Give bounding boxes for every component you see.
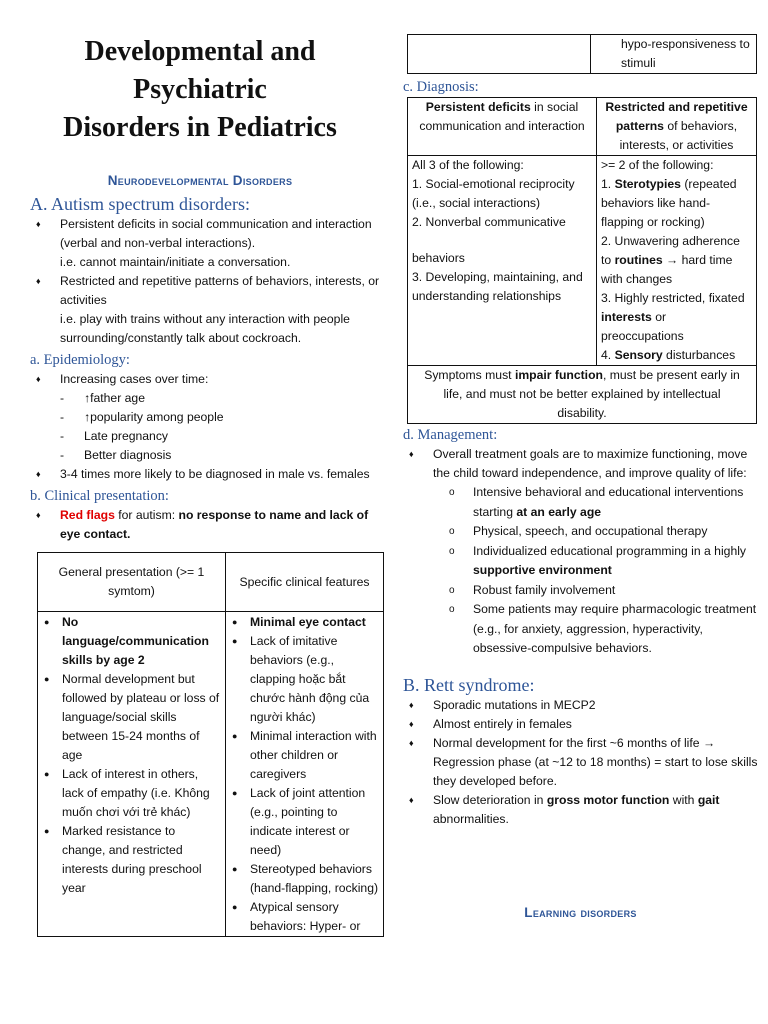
general-item: ● Lack of interest in others, lack of empathy (i.e. Không muốn chơi với trẻ khác)	[38, 765, 221, 822]
diagnosis-criterion: 1. Social-emotional reciprocity (i.e., social interactions)	[412, 177, 575, 210]
diagnosis-head-right: Restricted and repetitive patterns of behaviors, interests, or activities	[597, 98, 757, 156]
management-item: o Some patients may require pharmacologic treatment (e.g., for anxiety, aggression, hyperactivity, obsessive-compulsive behaviors.	[403, 600, 758, 659]
epidemiology-point: ♦ 3-4 times more likely to be diagnosed in male vs. females	[30, 465, 390, 484]
clinical-table-head-general: General presentation (>= 1 symtom)	[38, 553, 226, 612]
rett-point: ♦ Normal development for the first ~6 months of life → Regression phase (at ~12 to 18 months) = start to lose skills they developed before.	[403, 734, 758, 791]
management-items	[403, 483, 758, 659]
page-title: Developmental and Psychiatric Disorders in Pediatrics	[63, 36, 337, 143]
specific-item: ● Atypical sensory behaviors: Hyper- or	[226, 898, 379, 936]
heading-clinical: b. Clinical presentation:	[30, 488, 169, 504]
section-heading-neurodevelopmental: Neurodevelopmental Disorders	[107, 173, 293, 188]
diagnosis-criterion: 4. Sensory disturbances	[601, 348, 736, 362]
epidemiology-subpoint: - ↑father age	[30, 389, 390, 408]
epidemiology-point: ♦ Increasing cases over time:	[30, 370, 390, 389]
clinical-specific-cell	[226, 612, 384, 937]
continued-table	[407, 34, 757, 74]
continued-table-empty-cell	[408, 35, 591, 74]
autism-point: ♦ Persistent deficits in social communication and interaction (verbal and non-verbal interactions). i.e. cannot maintain/initiate a conversation.	[30, 215, 390, 272]
general-item: ● Normal development but followed by plateau or loss of language/social skills between 15-24 months of age	[38, 670, 221, 765]
management-goal: ♦ Overall treatment goals are to maximize functioning, move the child toward independence, and improve quality of life:	[403, 445, 758, 483]
diagnosis-criterion: 2. Nonverbal communicative	[412, 215, 566, 229]
management-item: o Individualized educational programming in a highly supportive environment	[403, 542, 758, 581]
right-column	[403, 0, 758, 920]
diagnosis-criterion: 3. Highly restricted, fixated interests or preoccupations	[601, 291, 745, 343]
management-item: o Robust family involvement	[403, 581, 758, 601]
diagnosis-criterion: 1. Sterotypies (repeated behaviors like hand-flapping or rocking)	[601, 177, 737, 229]
epidemiology-subpoint: - Late pregnancy	[30, 427, 390, 446]
heading-management: d. Management:	[403, 427, 498, 443]
general-item: ● No language/communication skills by age 2	[38, 613, 221, 670]
specific-item: ● Minimal eye contact	[226, 613, 379, 632]
autism-points	[30, 215, 390, 348]
section-heading-learning: Learning disorders	[524, 904, 637, 920]
epidemiology-subpoint: - ↑popularity among people	[30, 408, 390, 427]
specific-item: ● Lack of imitative behaviors (e.g., clapping hoặc bắt chước hành động của người khác)	[226, 632, 379, 727]
general-item: ● Marked resistance to change, and restricted interests during preschool year	[38, 822, 221, 898]
diagnosis-criterion: 3. Developing, maintaining, and understanding relationships	[412, 270, 583, 303]
epidemiology-subpoints	[30, 389, 390, 465]
specific-item: ● Stereotyped behaviors (hand-flapping, rocking)	[226, 860, 379, 898]
diagnosis-table	[407, 97, 757, 424]
diagnosis-criterion: behaviors	[412, 251, 465, 265]
clinical-table	[37, 552, 384, 937]
heading-diagnosis: c. Diagnosis:	[403, 79, 479, 95]
management-item: o Physical, speech, and occupational therapy	[403, 522, 758, 542]
red-flags-point: ♦ Red flags for autism: no response to name and lack of eye contact.	[30, 506, 390, 544]
clinical-general-cell	[38, 612, 226, 937]
autism-point: ♦ Restricted and repetitive patterns of behaviors, interests, or activities i.e. play with trains without any interaction with people surrounding/constantly talk about cockroach.	[30, 272, 390, 348]
epidemiology-subpoint: - Better diagnosis	[30, 446, 390, 465]
heading-autism: A. Autism spectrum disorders:	[30, 194, 250, 214]
rett-points	[403, 696, 758, 829]
rett-point: ♦ Sporadic mutations in MECP2	[403, 696, 758, 715]
heading-rett: B. Rett syndrome:	[403, 674, 535, 695]
diagnosis-head-left: Persistent deficits in social communication and interaction	[408, 98, 597, 156]
diagnosis-footer: Symptoms must impair function, must be present early in life, and must not be better explained by intellectual disability.	[408, 366, 757, 424]
rett-point: ♦ Almost entirely in females	[403, 715, 758, 734]
specific-item: ● Lack of joint attention (e.g., pointing to indicate interest or need)	[226, 784, 379, 860]
diagnosis-left-cell: All 3 of the following: 1. Social-emotional reciprocity (i.e., social interactions) 2. Nonverbal communicative behaviors 3. Developing, maintaining, and understanding relationships	[408, 156, 597, 366]
rett-point: ♦ Slow deterioration in gross motor function with gait abnormalities.	[403, 791, 758, 829]
management-item: o Intensive behavioral and educational interventions starting at an early age	[403, 483, 758, 522]
clinical-table-head-specific: Specific clinical features	[226, 553, 384, 612]
diagnosis-criterion: 2. Unwavering adherence to routines → hard time with changes	[601, 234, 740, 286]
diagnosis-right-cell: >= 2 of the following: 1. Sterotypies (repeated behaviors like hand-flapping or rocking) 2. Unwavering adherence to routines → hard time with changes 3. Highly restricted, fixated interests or preoccupations 4. Sensory disturbances	[597, 156, 757, 366]
red-flags-label: Red flags	[60, 508, 115, 522]
continued-table-cell: hypo-responsiveness to stimuli	[591, 35, 757, 74]
epidemiology-points	[30, 370, 390, 389]
specific-item: ● Minimal interaction with other children or caregivers	[226, 727, 379, 784]
left-column	[30, 0, 390, 937]
heading-epidemiology: a. Epidemiology:	[30, 352, 130, 368]
